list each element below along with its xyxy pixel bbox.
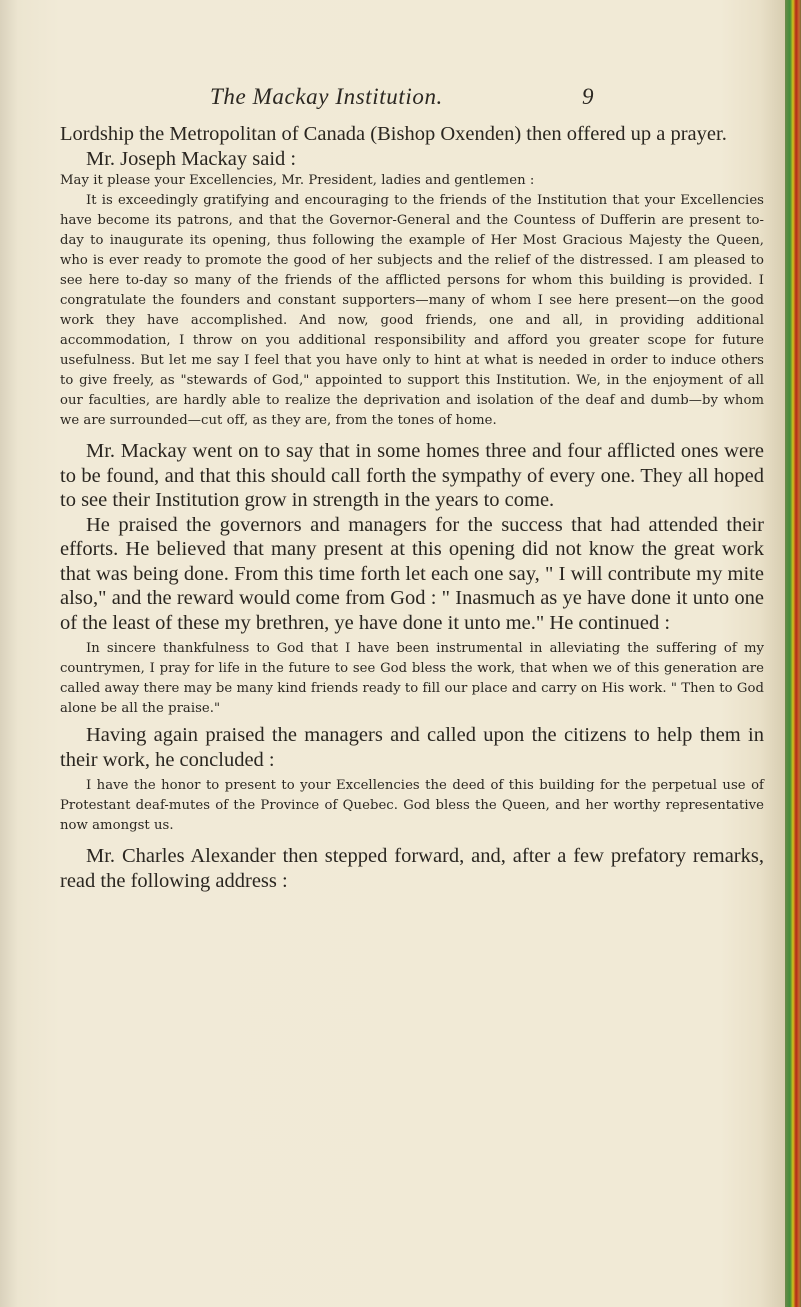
paragraph-mackay-said: Mr. Joseph Mackay said : [86,147,297,170]
speech-salutation: May it please your Excellencies, Mr. President, ladies and gentlemen : [60,173,535,188]
paragraph-alexander: Mr. Charles Alexander then stepped forward, and, after a few prefatory remarks, read the following address : [60,845,764,892]
speech-thankfulness: In sincere thankfulness to God that I have been instrumental in alleviating the suffering of my countrymen, I pray for life in the future to see God bless the work, that when we of this generation are called away there may be many kind friends ready to fill our place and carry on His work. " Then to God alone be all the praise." [60,641,764,716]
book-spine-edge [785,0,801,1307]
paragraph-concluded: Having again praised the managers and called upon the citizens to help them in their work, he concluded : [60,724,764,771]
paragraph-homes-afflicted: Mr. Mackay went on to say that in some homes three and four afflicted ones were to be found, and that this should call forth the sympathy of every one. They all hoped to see their Institution grow in strength in the years to come. [60,440,764,511]
running-head [0,84,780,114]
paragraph-bishop-prayer: Lordship the Metropolitan of Canada (Bishop Oxenden) then offered up a prayer. [60,123,727,145]
body-text [60,122,764,893]
running-head-title: The Mackay Institution. [210,84,443,109]
speech-deed: I have the honor to present to your Excellencies the deed of this building for the perpetual use of Protestant deaf-mutes of the Province of Quebec. God bless the Queen, and her worthy representative now amongst us. [60,778,764,833]
page-number: 9 [582,84,594,109]
paragraph-praised-governors: He praised the governors and managers for the success that had attended their efforts. He believed that many present at this opening did not know the great work that was being done. From this time forth let each one say, " I will contribute my mite also," and the reward would come from God : " Inasmuch as ye have done it unto one of the least of these my brethren, ye have done it unto me." He continued : [60,513,764,634]
speech-body: It is exceedingly gratifying and encouraging to the friends of the Institution that your Excellencies have become its patrons, and that the Governor-General and the Countess of Dufferin are present to-day to inaugurate its opening, thus following the example of Her Most Gracious Majesty the Queen, who is ever ready to promote the good of her subjects and the relief of the distressed. I am pleased to see here to-day so many of the friends of the afflicted persons for whom this building is provided. I congratulate the founders and constant supporters—many of whom I see here present—on the good work they have accomplished. And now, good friends, one and all, in providing additional accommodation, I throw on you additional responsibility and afford you greater scope for future usefulness. But let me say I feel that you have only to hint at what is needed in order to induce others to give freely, as "stewards of God," appointed to support this Institution. We, in the enjoyment of all our faculties, are hardly able to realize the deprivation and isolation of the deaf and dumb—by whom we are surrounded—cut off, as they are, from the tones of home. [60,193,764,428]
